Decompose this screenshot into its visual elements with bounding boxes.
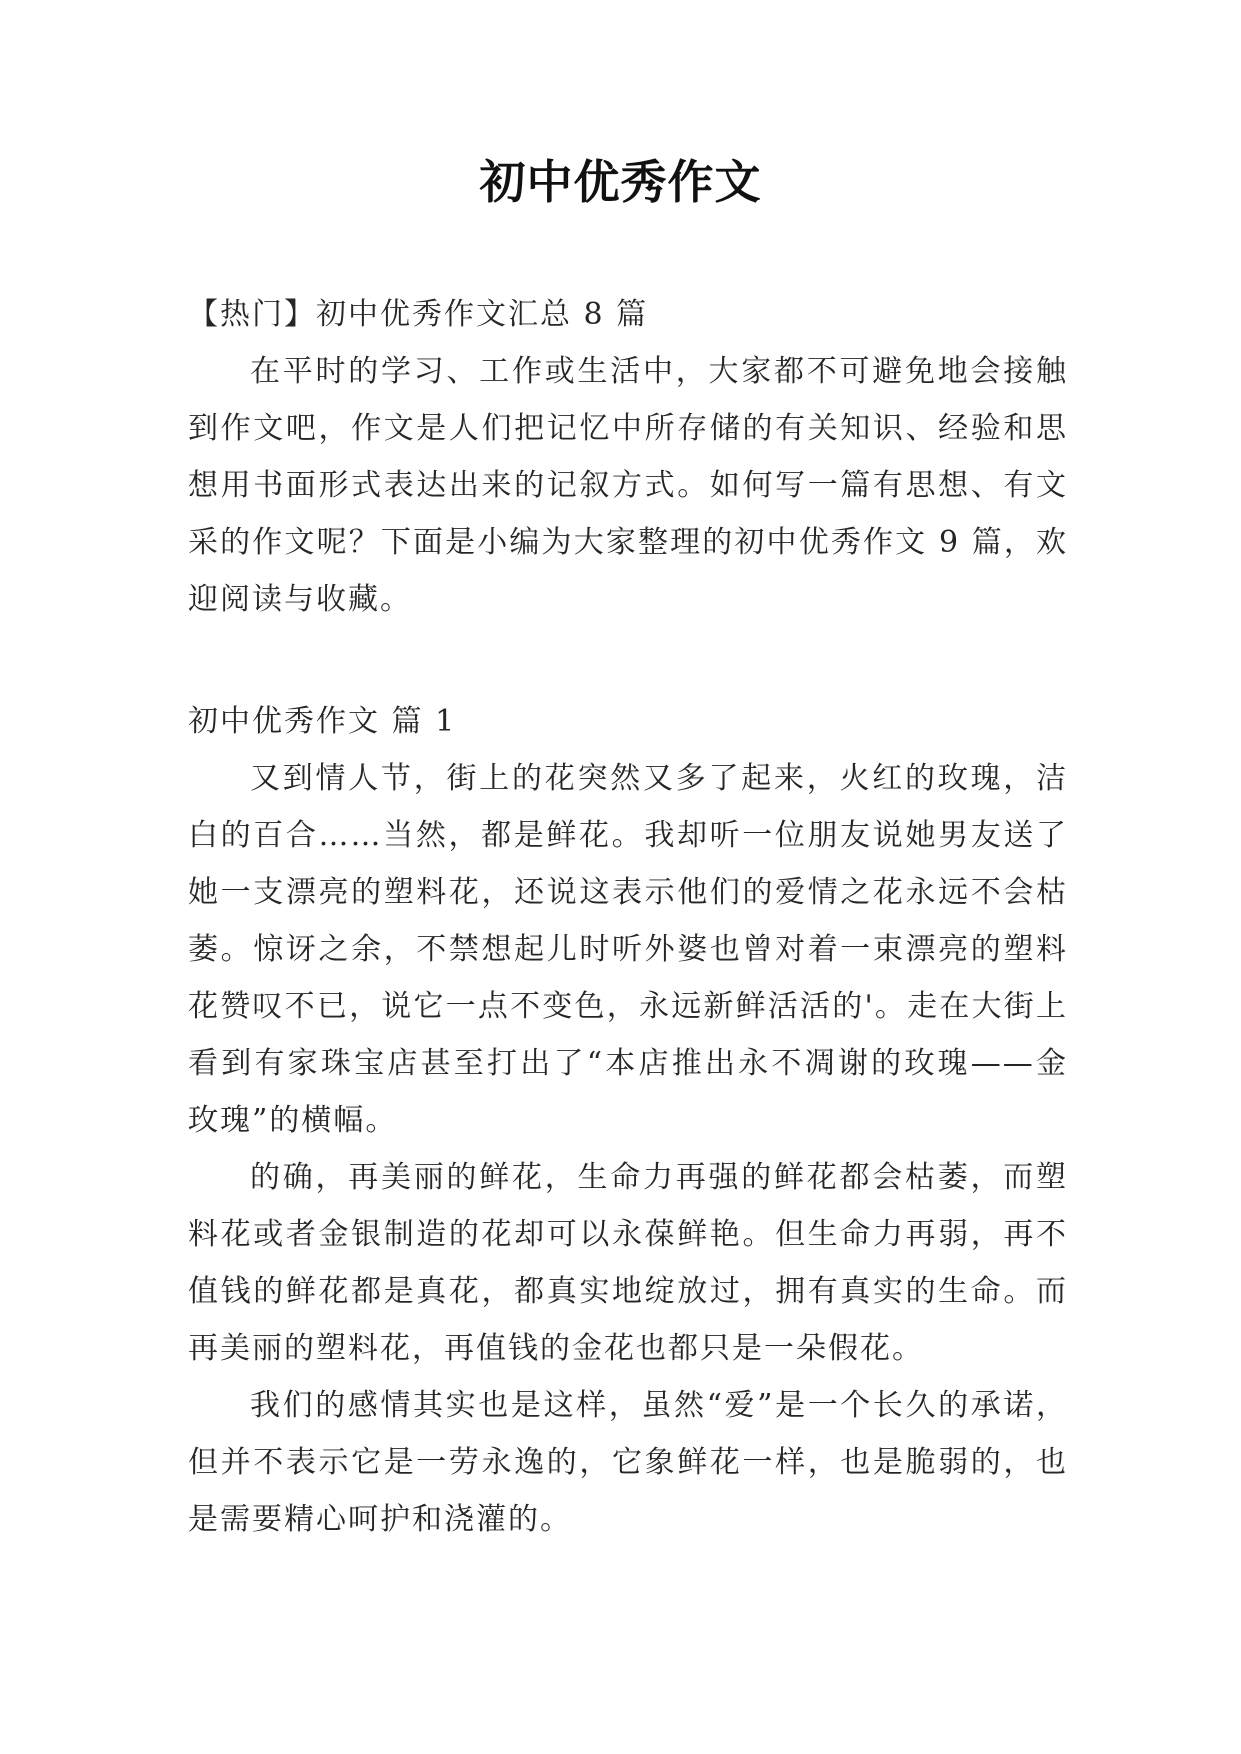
essay-heading-block: [188, 693, 1068, 750]
intro-paragraph: 在平时的学习、工作或生活中，大家都不可避免地会接触到作文吧，作文是人们把记忆中所存储的有关知识、经验和思想用书面形式表达出来的记叙方式。如何写一篇有思想、有文采的作文呢？下面是小编为大家整理的初中优秀作文 9 篇，欢迎阅读与收藏。: [188, 354, 1068, 617]
intro-paragraph-block: [188, 343, 1068, 628]
essay-paragraph: 我们的感情其实也是这样，虽然“爱”是一个长久的承诺，但并不表示它是一劳永逸的，它象鲜花一样，也是脆弱的，也是需要精心呵护和浇灌的。: [188, 1388, 1068, 1537]
intro-heading: 【热门】初中优秀作文汇总 8 篇: [188, 297, 649, 332]
intro-heading-block: [188, 286, 1068, 343]
essay-heading: 初中优秀作文 篇 1: [188, 704, 457, 739]
document-title: 初中优秀作文: [479, 155, 762, 209]
essay-paragraph: 又到情人节，街上的花突然又多了起来，火红的玫瑰，洁白的百合……当然，都是鲜花。我却听一位朋友说她男友送了她一支漂亮的塑料花，还说这表示他们的爱情之花永远不会枯萎。惊讶之余，不禁想起儿时听外婆也曾对着一束漂亮的塑料花赞叹不已，说它一点不变色，永远新鲜活活的'。走在大街上看到有家珠宝店甚至打出了“本店推出永不凋谢的玫瑰——金玫瑰”的横幅。: [188, 761, 1068, 1138]
essay-paragraph: 的确，再美丽的鲜花，生命力再强的鲜花都会枯萎，而塑料花或者金银制造的花却可以永葆鲜艳。但生命力再弱，再不值钱的鲜花都是真花，都真实地绽放过，拥有真实的生命。而再美丽的塑料花，再值钱的金花也都只是一朵假花。: [188, 1160, 1068, 1366]
essay-body: [188, 750, 1068, 1548]
